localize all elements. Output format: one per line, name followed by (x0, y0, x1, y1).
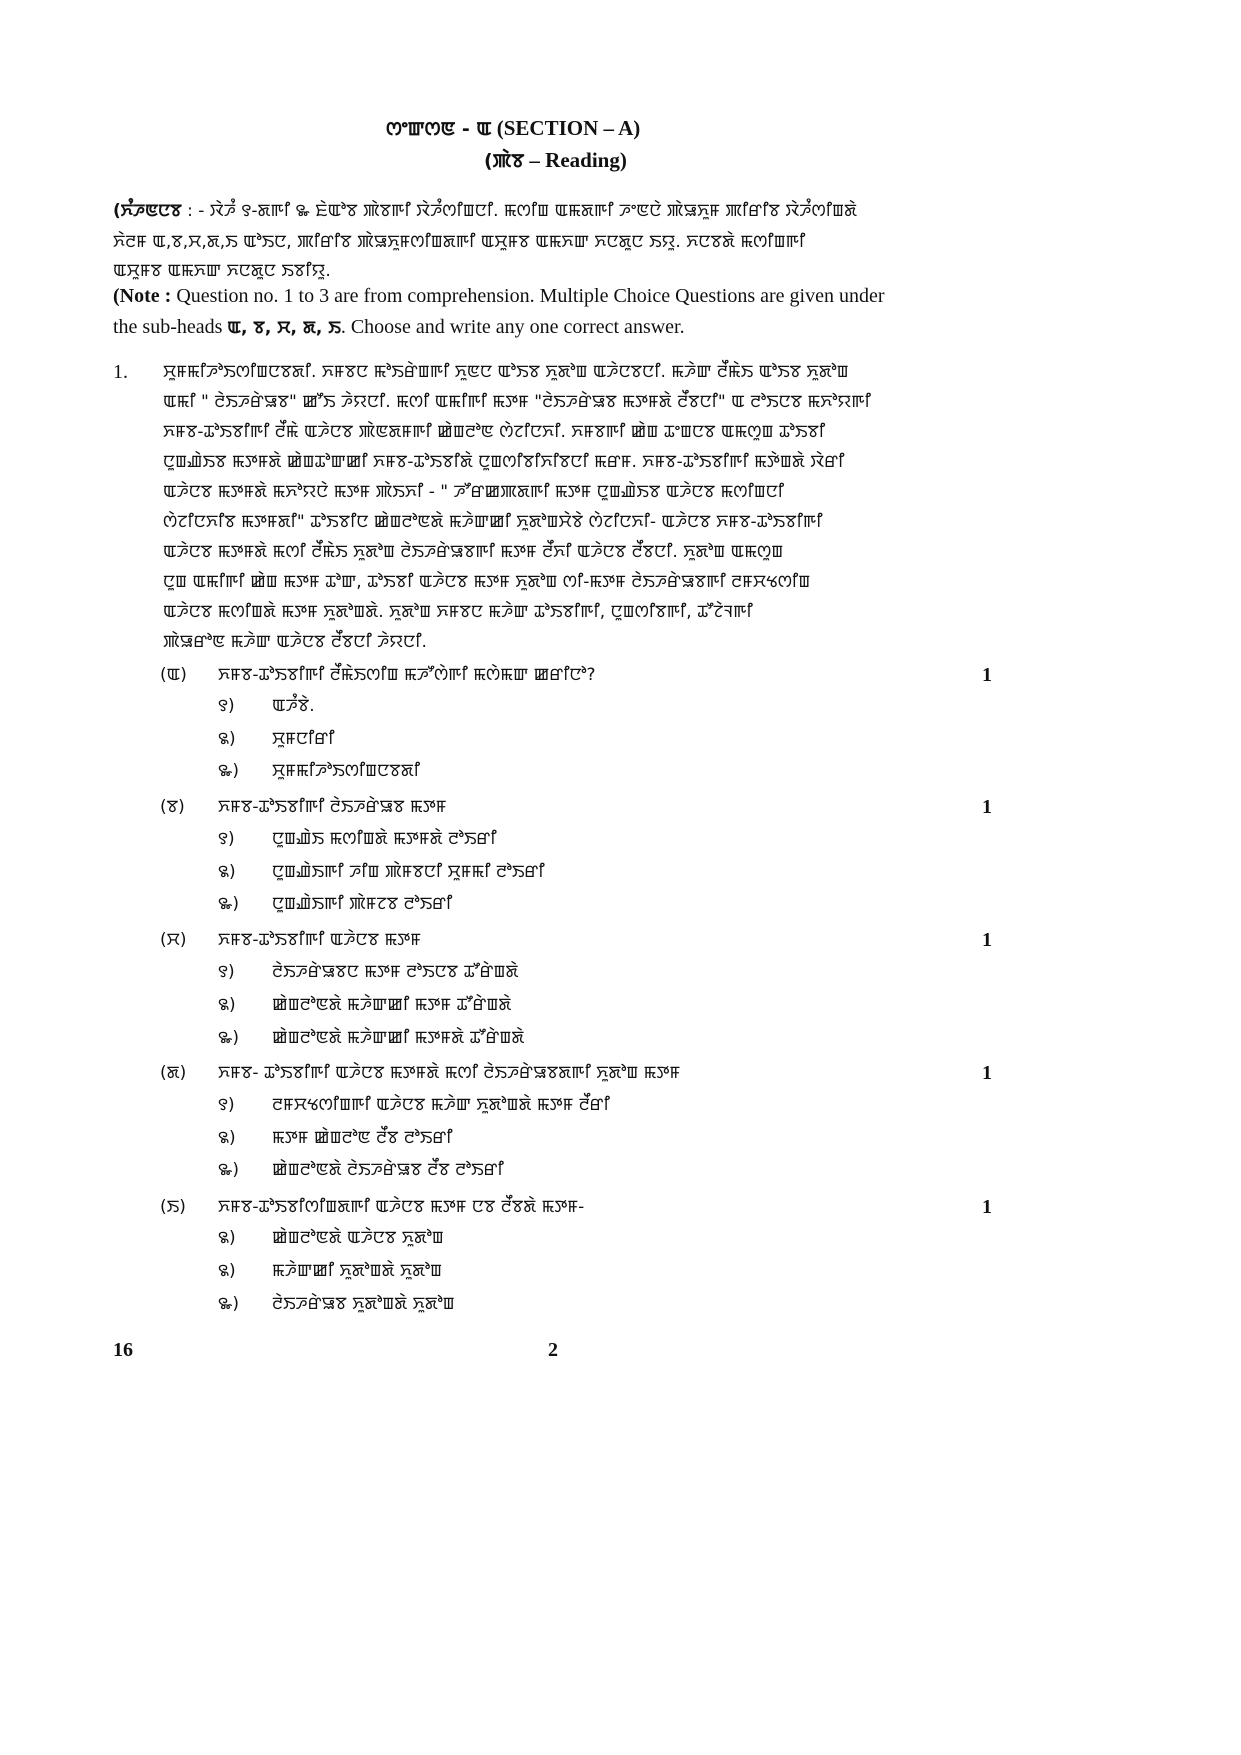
section-heading (386, 114, 640, 142)
option-number: ꯲) (218, 1128, 236, 1148)
option-number: ꯲) (218, 1261, 236, 1281)
option-text: ꯀꯥꯡꯂꯣꯟꯗꯥ ꯑꯍꯥꯅꯕ ꯈꯨꯗꯣꯡ (272, 1228, 444, 1248)
option-text: ꯑꯍꯪꯕꯥ. (272, 696, 315, 716)
subquestion-label-b: (ꯕ) (160, 797, 185, 817)
passage-line: ꯅꯨꯡꯉꯥꯏꯕ ꯃꯇꯝꯗꯥ ꯀꯥꯡꯊꯣꯛꯀꯤ ꯈꯝꯕ-ꯊꯣꯏꯕꯤꯗꯥ ꯅꯨꯡꯁꯤꯕꯤꯈꯤꯕꯅꯤ ꯃꯔꯝ. ꯈꯝꯕ-ꯊꯣꯏꯕꯤꯒꯤ ꯃꯇꯥꯡꯗꯥ ꯋꯥꯔꯤ (163, 452, 845, 472)
subquestion-label-a: (ꯑ) (160, 665, 187, 685)
option-number: ꯲) (218, 995, 236, 1015)
option-text: ꯅꯨꯡꯉꯥꯏꯒꯤ ꯍꯤꯡ ꯄꯥꯝꯕꯅꯤ ꯆꯨꯝꯃꯤ ꯂꯣꯏꯔꯤ (272, 862, 545, 882)
note-mm-line-3: ꯑꯆꯨꯝꯕ ꯑꯃꯈꯛ ꯈꯅꯗꯨꯅ ꯏꯕꯤꯌꯨ. (113, 261, 331, 281)
passage-line: ꯈꯝꯕ-ꯊꯣꯏꯕꯤꯒꯤ ꯂꯩꯃꯥ ꯑꯍꯥꯅꯕ ꯄꯥꯟꯗꯝꯒꯤ ꯀꯥꯡꯂꯣꯟ ꯁꯥꯖꯤꯅꯈꯤ. ꯈꯝꯕꯒꯤ ꯀꯥꯡ ꯊꯦꯡꯅꯕ ꯑꯃꯁꯨꯡ ꯊꯣꯏꯕꯤ (163, 422, 826, 442)
page-number: 2 (548, 1339, 558, 1361)
note-mm-label: (ꯈꯪꯍꯟꯅꯕ (113, 201, 182, 221)
subquestion-stem-a: ꯈꯝꯕ-ꯊꯣꯏꯕꯤꯒꯤ ꯂꯩꯃꯥꯏꯁꯤꯡ ꯃꯍꯧꯁꯥꯒꯤ ꯃꯁꯥꯃꯛ ꯀꯔꯤꯅꯣ? (218, 665, 596, 685)
option-text: ꯂꯥꯏꯍꯔꯥꯎꯕ ꯈꯨꯗꯣꯡꯗꯥ ꯈꯨꯗꯣꯡ (272, 1294, 455, 1314)
note-en-line-1 (113, 282, 993, 310)
option-text: ꯅꯨꯡꯉꯥꯏ ꯃꯁꯤꯡꯗꯥ ꯃꯇꯝꯗꯥ ꯂꯣꯏꯔꯤ (272, 829, 497, 849)
option-text: ꯀꯥꯡꯂꯣꯟꯗꯥ ꯃꯍꯥꯛꯀꯤ ꯃꯇꯝ ꯊꯧꯔꯥꯡꯗꯥ (272, 995, 512, 1015)
paper-code: 16 (113, 1339, 133, 1361)
note-en-text-2a: the sub-heads (113, 316, 223, 338)
option-number: ꯳) (218, 1028, 239, 1048)
subquestion-stem-d: ꯈꯝꯕ- ꯊꯣꯏꯕꯤꯒꯤ ꯑꯍꯥꯅꯕ ꯃꯇꯝꯗꯥ ꯃꯁꯤ ꯂꯥꯏꯍꯔꯥꯎꯕꯗꯒꯤ ꯈꯨꯗꯣꯡ ꯃꯇꯝ (218, 1063, 681, 1083)
reading-subheading-mm: (ꯄꯥꯕ (484, 150, 525, 172)
subquestion-marks-a: 1 (982, 664, 992, 686)
section-heading-mm: ꯁꯦꯛꯁꯟ - ꯑ (386, 118, 492, 140)
option-number: ꯱) (218, 962, 235, 982)
subquestion-marks-c: 1 (982, 929, 992, 951)
section-heading-en: (SECTION – A) (496, 116, 641, 140)
option-number: ꯲) (218, 1228, 236, 1248)
option-number: ꯲) (218, 729, 236, 749)
subquestion-marks-e: 1 (982, 1196, 992, 1218)
subquestion-marks-d: 1 (982, 1062, 992, 1084)
option-text: ꯀꯥꯡꯂꯣꯟꯗꯥ ꯃꯍꯥꯛꯀꯤ ꯃꯇꯝꯗꯥ ꯊꯧꯔꯥꯡꯗꯥ (272, 1028, 525, 1048)
note-en-text-2b: . Choose and write any one correct answer. (340, 316, 685, 338)
option-text: ꯃꯍꯥꯛꯀꯤ ꯈꯨꯗꯣꯡꯗꯥ ꯈꯨꯗꯣꯡ (272, 1261, 443, 1281)
option-text: ꯃꯇꯝ ꯀꯥꯡꯂꯣꯟ ꯂꯩꯕ ꯂꯣꯏꯔꯤ (272, 1128, 453, 1148)
option-text: ꯅꯨꯡꯉꯥꯏꯒꯤ ꯄꯥꯝꯖꯕ ꯂꯣꯏꯔꯤ (272, 894, 453, 914)
question-number: 1. (113, 361, 128, 383)
option-text: ꯀꯥꯡꯂꯣꯟꯗꯥ ꯂꯥꯏꯍꯔꯥꯎꯕ ꯂꯩꯕ ꯂꯣꯏꯔꯤ (272, 1160, 504, 1180)
passage-line: ꯆꯨꯝꯃꯤꯍꯣꯏꯁꯤꯡꯅꯕꯗꯤ. ꯈꯝꯕꯅ ꯃꯣꯏꯔꯥꯡꯒꯤ ꯈꯨꯟꯅ ꯑꯣꯏꯕ ꯈꯨꯗꯣꯡ ꯑꯍꯥꯅꯕꯅꯤ. ꯃꯍꯥꯛ ꯂꯩꯃꯥꯏ ꯑꯣꯏꯕ ꯈꯨꯗꯣꯡ (163, 362, 849, 382)
option-text: ꯂꯥꯏꯍꯔꯥꯎꯕꯅ ꯃꯇꯝ ꯂꯣꯏꯅꯕ ꯊꯧꯔꯥꯡꯗꯥ (272, 962, 519, 982)
option-number: ꯱) (218, 829, 235, 849)
subquestion-label-c: (ꯆ) (160, 930, 187, 950)
passage-line: ꯑꯃꯤ " ꯂꯥꯏꯍꯔꯥꯎꯕ" ꯀꯧꯏ ꯍꯥꯌꯅꯤ. ꯃꯁꯤ ꯑꯃꯤꯒꯤ ꯃꯇꯝ "ꯂꯥꯏꯍꯔꯥꯎꯕ ꯃꯇꯝꯗꯥ ꯂꯩꯕꯅꯤ" ꯑ ꯂꯣꯏꯅꯕ ꯃꯈꯣꯌꯒꯤ (163, 392, 871, 412)
option-number: ꯱) (218, 1095, 235, 1115)
passage-line: ꯁꯥꯖꯤꯅꯈꯤꯕ ꯃꯇꯝꯗꯤ" ꯊꯣꯏꯕꯤꯅ ꯀꯥꯡꯂꯣꯟꯗꯥ ꯃꯍꯥꯛꯀꯤ ꯈꯨꯗꯣꯡꯆꯥꯕꯥ ꯁꯥꯖꯤꯅꯈꯤ- ꯑꯍꯥꯅꯕ ꯈꯝꯕ-ꯊꯣꯏꯕꯤꯒꯤ (163, 512, 823, 532)
option-number: ꯳) (218, 761, 239, 781)
note-en-subheads: ꯑ, ꯕ, ꯆ, ꯗ, ꯏ (227, 318, 341, 338)
option-number: ꯳) (218, 1294, 239, 1314)
passage-line: ꯑꯍꯥꯅꯕ ꯃꯁꯤꯡꯗꯥ ꯃꯇꯝ ꯈꯨꯗꯣꯡꯗꯥ. ꯈꯨꯗꯣꯡ ꯈꯝꯕꯅ ꯃꯍꯥꯛ ꯊꯣꯏꯕꯤꯒꯤ, ꯅꯨꯡꯁꯤꯕꯒꯤ, ꯊꯧꯖꯥꯜꯒꯤ (163, 602, 753, 622)
subquestion-stem-e: ꯈꯝꯕ-ꯊꯣꯏꯕꯤꯁꯤꯡꯗꯒꯤ ꯑꯍꯥꯅꯕ ꯃꯇꯝ ꯅꯕ ꯂꯩꯕꯗꯥ ꯃꯇꯝ- (218, 1197, 585, 1217)
note-en-text-1: Question no. 1 to 3 are from comprehension. Multiple Choice Questions are given under (176, 285, 885, 307)
note-en-line-2 (113, 313, 993, 341)
option-text: ꯆꯨꯝꯅꯤꯔꯤ (272, 729, 335, 749)
option-text: ꯂꯝꯆꯠꯁꯤꯡꯒꯤ ꯑꯍꯥꯅꯕ ꯃꯍꯥꯛ ꯈꯨꯗꯣꯡꯗꯥ ꯃꯇꯝ ꯂꯩꯔꯤ (272, 1095, 610, 1115)
option-text: ꯆꯨꯝꯃꯤꯍꯣꯏꯁꯤꯡꯅꯕꯗꯤ (272, 761, 420, 781)
option-number: ꯳) (218, 1160, 239, 1180)
note-mm-line-1 (113, 197, 993, 225)
option-number: ꯳) (218, 894, 239, 914)
note-mm-line-2: ꯈꯥꯂꯝ ꯑ,ꯕ,ꯆ,ꯗ,ꯏ ꯑꯣꯏꯅ, ꯄꯤꯔꯤꯕ ꯄꯥꯎꯈꯨꯝꯁꯤꯡꯗꯒꯤ ꯑꯆꯨꯝꯕ ꯑꯃꯈꯛ ꯈꯅꯗꯨꯅ ꯏꯌꯨ. ꯈꯅꯕꯗꯥ ꯃꯁꯤꯡꯒꯤ (113, 232, 806, 252)
option-number: ꯲) (218, 862, 236, 882)
passage-line: ꯑꯍꯥꯅꯕ ꯃꯇꯝꯗꯥ ꯃꯈꯣꯌꯅꯥ ꯃꯇꯝ ꯄꯥꯏꯈꯤ - " ꯍꯧꯔꯀꯄꯗꯒꯤ ꯃꯇꯝ ꯅꯨꯡꯉꯥꯏꯕ ꯑꯍꯥꯅꯕ ꯃꯁꯤꯡꯅꯤ (163, 482, 785, 502)
note-en-label: (Note : (113, 285, 172, 307)
reading-subheading (484, 146, 627, 174)
passage-line: ꯑꯍꯥꯅꯕ ꯃꯇꯝꯗꯥ ꯃꯁꯤ ꯂꯩꯃꯥꯏ ꯈꯨꯗꯣꯡ ꯂꯥꯏꯍꯔꯥꯎꯕꯒꯤ ꯃꯇꯝ ꯂꯩꯈꯤ ꯑꯍꯥꯅꯕ ꯂꯩꯕꯅꯤ. ꯈꯨꯗꯣꯡ ꯑꯃꯁꯨꯡ (163, 542, 784, 562)
passage-line: ꯅꯨꯡ ꯑꯃꯤꯒꯤ ꯀꯥꯡ ꯃꯇꯝ ꯊꯣꯛ, ꯊꯣꯏꯕꯤ ꯑꯍꯥꯅꯕ ꯃꯇꯝ ꯈꯨꯗꯣꯡ ꯁꯤ-ꯃꯇꯝ ꯂꯥꯏꯍꯔꯥꯎꯕꯒꯤ ꯂꯝꯆꯠꯁꯤꯡ (163, 572, 811, 592)
passage-line: ꯄꯥꯎꯔꯣꯟ ꯃꯍꯥꯛ ꯑꯍꯥꯅꯕ ꯂꯩꯕꯅꯤ ꯍꯥꯌꯅꯤ. (163, 632, 427, 652)
subquestion-stem-b: ꯈꯝꯕ-ꯊꯣꯏꯕꯤꯒꯤ ꯂꯥꯏꯍꯔꯥꯎꯕ ꯃꯇꯝ (218, 797, 447, 817)
reading-subheading-en: – Reading) (529, 148, 627, 172)
subquestion-marks-b: 1 (982, 796, 992, 818)
subquestion-stem-c: ꯈꯝꯕ-ꯊꯣꯏꯕꯤꯒꯤ ꯑꯍꯥꯅꯕ ꯃꯇꯝ (218, 930, 421, 950)
subquestion-label-e: (ꯏ) (160, 1197, 186, 1217)
option-number: ꯱) (218, 696, 235, 716)
subquestion-label-d: (ꯗ) (160, 1063, 187, 1083)
note-mm-text-1: : - ꯋꯥꯍꯪ ꯱-ꯗꯒꯤ ꯳ ꯐꯥꯑꯣꯕ ꯄꯥꯕꯒꯤ ꯋꯥꯍꯪꯁꯤꯡꯅꯤ. ꯃꯁꯤꯡ ꯑꯃꯗꯒꯤ ꯍꯦꯟꯅꯥ ꯄꯥꯎꯈꯨꯝ ꯄꯤꯔꯤꯕ ꯋꯥꯍꯪꯁꯤꯡꯗꯥ (187, 201, 857, 221)
